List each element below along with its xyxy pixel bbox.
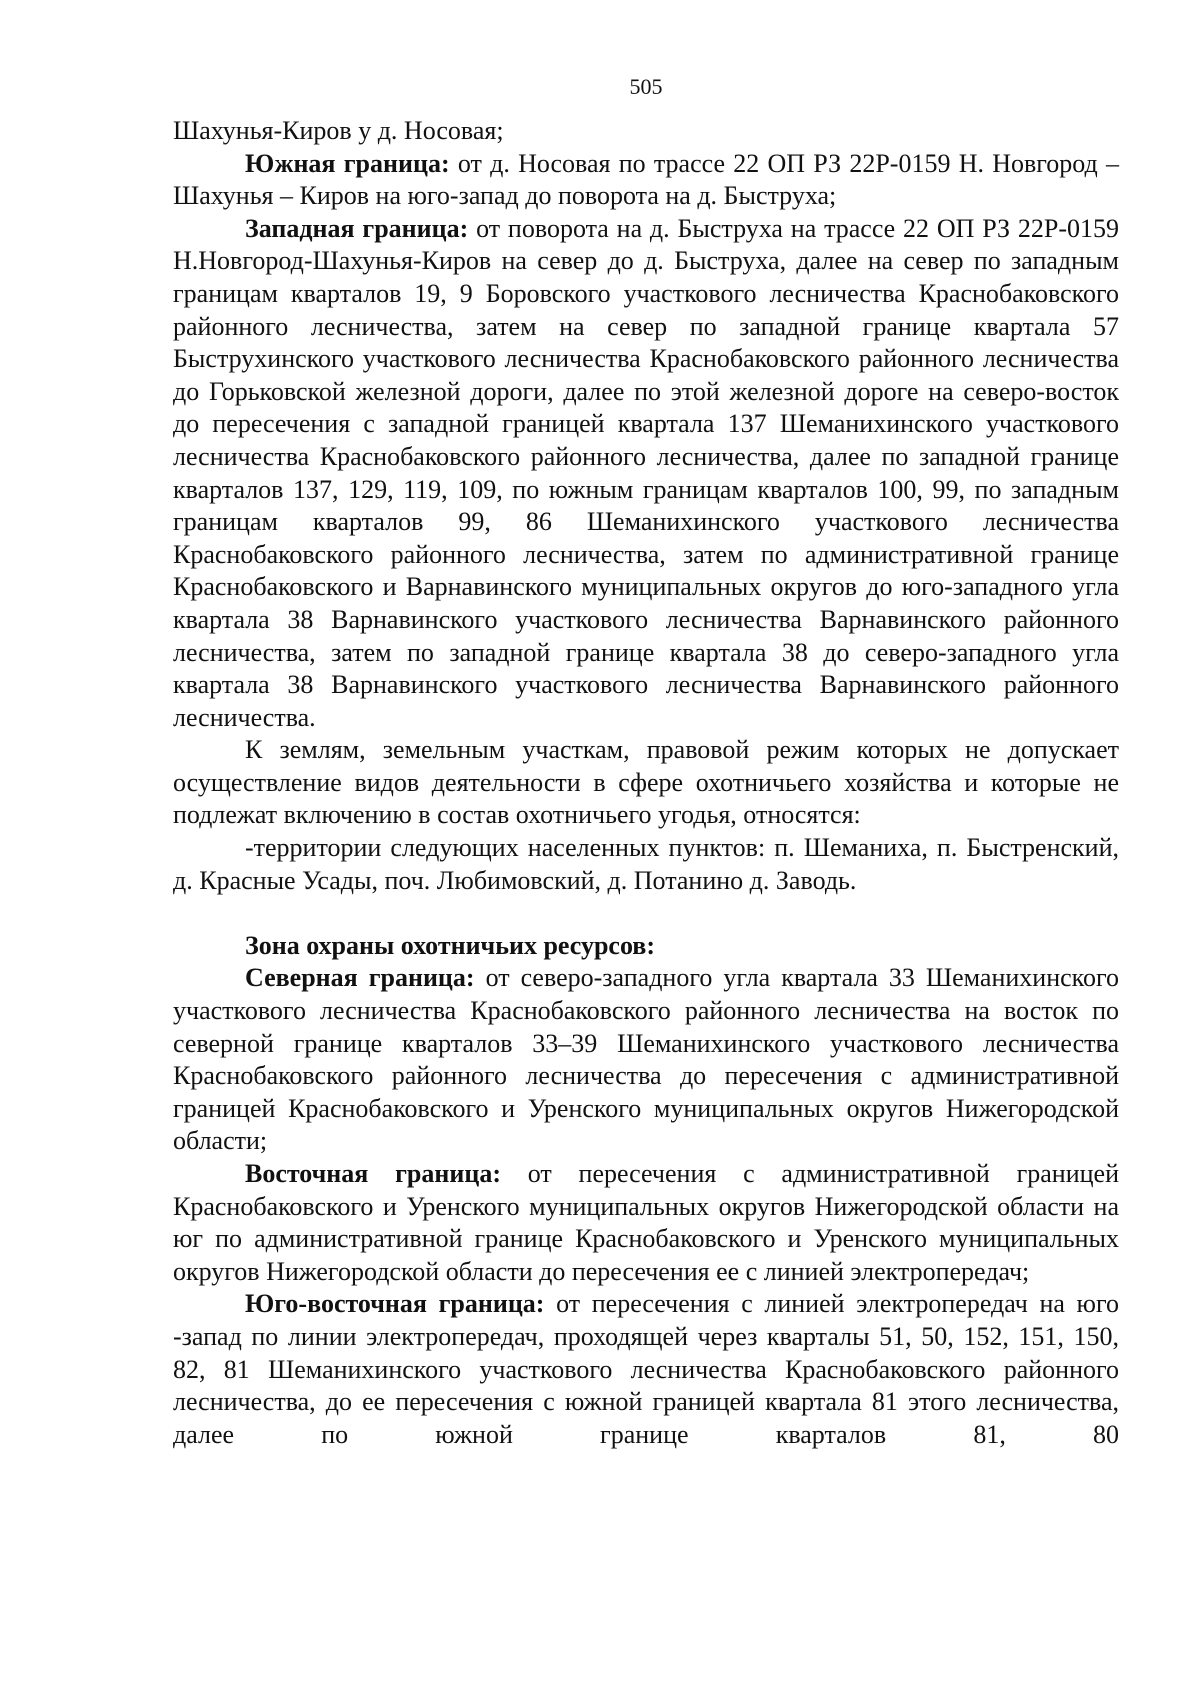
north-border-text: от северо-западного угла квартала 33 Шеманихинского участкового лесничества Краснобаковского районного лесничества на восток по северной границе кварталов 33–39 Шеманихинского участкового лесничества Краснобаковского районного лесничества до пересечения с административной границей Краснобаковского и Уренского муниципальных округов Нижегородской области; <box>173 963 1119 1156</box>
paragraph-south-border <box>173 148 1119 213</box>
paragraph-southeast-border <box>173 1288 1119 1451</box>
document-body <box>173 115 1119 1451</box>
section-heading <box>173 930 1119 963</box>
page-number: 505 <box>629 74 663 99</box>
paragraph-north-border <box>173 962 1119 1158</box>
north-border-label: Северная граница: <box>245 963 475 993</box>
west-border-label: Западная граница: <box>245 213 469 243</box>
east-border-label: Восточная граница: <box>245 1159 501 1188</box>
west-border-text: от поворота на д. Быструха на трассе 22 ОП РЗ 22Р-0159 Н.Новгород-Шахунья-Киров на север до д. Быструха, далее на север по западным границам кварталов 19, 9 Боровского участкового лесничества Краснобаковского районного лесничества, затем на север по западной границе квартала 57 Быструхинского участкового лесничества Краснобаковского районного лесничества до Горьковской железной дороги, далее по этой железной дороге на северо-восток до пересечения с западной границей квартала 137 Шеманихинского участкового лесничества Краснобаковского районного лесничества, далее по западной границе кварталов 137, 129, 119, 109, по южным границам кварталов 100, 99, по западным границам кварталов 99, 86 Шеманихинского участкового лесничества Краснобаковского районного лесничества, затем по административной границе Краснобаковского и Варнавинского муниципальных округов до юго-западного угла квартала 38 Варнавинского участкового лесничества Варнавинского районного лесничества, затем по западной границе квартала 38 до северо-западного угла квартала 38 Варнавинского участкового лесничества Варнавинского районного лесничества. <box>173 213 1119 732</box>
paragraph-settlements: -территории следующих населенных пунктов: п. Шеманиха, п. Быстренский, д. Красные Усады, поч. Любимовский, д. Потанино д. Заводь. <box>173 833 1119 895</box>
paragraph-west-border <box>173 213 1119 735</box>
southeast-border-text: от пересечения с линией электропередач на юго -запад по линии электропередач, проходящей через кварталы 51, 50, 152, 151, 150, 82, 81 Шеманихинского участкового лесничества Краснобаковского районного лесничества, до ее пересечения с южной границей квартала 81 этого лесничества, далее по южной границе кварталов 81, 80 <box>173 1289 1119 1449</box>
paragraph-gap <box>173 897 1119 930</box>
southeast-border-label: Юго-восточная граница: <box>245 1289 545 1319</box>
paragraph-excluded-lands: К землям, земельным участкам, правовой режим которых не допускает осуществление видов деятельности в сфере охотничьего хозяйства и которые не подлежат включению в состав охотничьего угодья, относятся: <box>173 735 1119 830</box>
south-border-label: Южная граница: <box>245 148 450 178</box>
section-heading-text: Зона охраны охотничьих ресурсов: <box>245 930 656 960</box>
paragraph-east-border <box>173 1158 1119 1288</box>
south-border-text: от д. Носовая по трассе 22 ОП РЗ 22Р-0159 Н. Новгород – Шахунья – Киров на юго-запад до поворота на д. Быструха; <box>173 148 1120 211</box>
east-border-text: от пересечения с административной границей Краснобаковского и Уренского муниципальных округов Нижегородской области на юг по административной границе Краснобаковского и Уренского муниципальных округов Нижегородской области до пересечения ее с линией электропередач; <box>173 1159 1119 1286</box>
paragraph-continuation: Шахунья-Киров у д. Носовая; <box>173 116 504 145</box>
